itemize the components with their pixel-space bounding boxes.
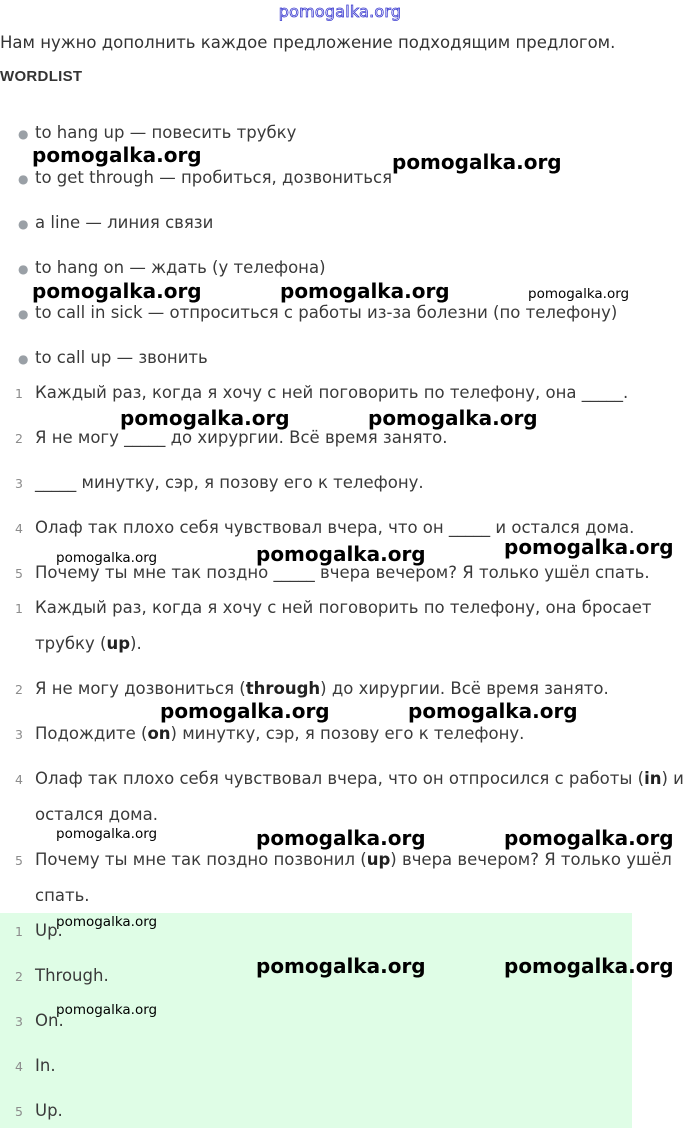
answer-text: In. (35, 1056, 56, 1075)
watermark: pomogalka.org (256, 954, 426, 978)
solution-text-line2: остался дома. (35, 805, 158, 824)
answer-text: On. (35, 1011, 64, 1030)
solution-text: Подождите ( (35, 724, 148, 743)
bullet-icon: ● (18, 172, 29, 186)
watermark: pomogalka.org (120, 406, 290, 430)
solution-number: 4 (15, 772, 23, 787)
answer-number: 3 (15, 1014, 23, 1029)
solution-answer: up (366, 850, 391, 869)
watermark: pomogalka.org (368, 406, 538, 430)
bullet-icon: ● (18, 127, 29, 141)
solution-number: 5 (15, 853, 23, 868)
task-number: 2 (15, 431, 23, 446)
watermark: pomogalka.org (504, 954, 674, 978)
answer-text: Up. (35, 921, 63, 940)
answer-number: 4 (15, 1059, 23, 1074)
watermark: pomogalka.org (504, 535, 674, 559)
watermark: pomogalka.org (32, 143, 202, 167)
wordlist-item: to get through — пробиться, дозвониться (35, 168, 392, 187)
solution-text: ). (130, 634, 142, 653)
solution-text: Олаф так плохо себя чувствовал вчера, что он отпросился с работы ( (35, 769, 645, 788)
bullet-icon: ● (18, 352, 29, 366)
bullet-icon: ● (18, 307, 29, 321)
solution-text-line1 (35, 724, 524, 743)
solution-number: 3 (15, 727, 23, 742)
solution-text-line2 (35, 634, 142, 653)
solution-answer: through (245, 679, 321, 698)
answer-number: 5 (15, 1104, 23, 1119)
watermark: pomogalka.org (32, 279, 202, 303)
wordlist-item: to call in sick — отпроситься с работы из-за болезни (по телефону) (35, 303, 618, 322)
watermark: pomogalka.org (56, 550, 158, 566)
solution-text-line1: Каждый раз, когда я хочу с ней поговорить по телефону, она бросает (35, 598, 652, 617)
watermark: pomogalka.org (408, 699, 578, 723)
bullet-icon: ● (18, 262, 29, 276)
task-text: Каждый раз, когда я хочу с ней поговорить по телефону, она _____. (35, 383, 629, 402)
watermark: pomogalka.org (528, 286, 630, 302)
watermark: pomogalka.org (504, 826, 674, 850)
solution-text: ) минутку, сэр, я позову его к телефону. (170, 724, 525, 743)
solution-text: трубку ( (35, 634, 107, 653)
solution-text-line1 (35, 769, 684, 788)
answer-number: 1 (15, 924, 23, 939)
answers-panel (0, 913, 632, 1128)
task-number: 4 (15, 521, 23, 536)
solution-answer: in (644, 769, 662, 788)
wordlist-title: WORDLIST (0, 68, 83, 85)
site-logo: pomogalka.org (278, 2, 402, 21)
watermark: pomogalka.org (160, 699, 330, 723)
solution-answer: on (147, 724, 171, 743)
wordlist-item: a line — линия связи (35, 213, 214, 232)
solution-text-line1 (35, 679, 609, 698)
solution-text: Я не могу дозвониться ( (35, 679, 246, 698)
task-text: Олаф так плохо себя чувствовал вчера, что он _____ и остался дома. (35, 518, 635, 537)
watermark: pomogalka.org (56, 914, 158, 930)
solution-text: ) вчера вечером? Я только ушёл (390, 850, 672, 869)
solution-answer: up (106, 634, 131, 653)
task-text: Я не могу _____ до хирургии. Всё время занято. (35, 428, 448, 447)
watermark: pomogalka.org (56, 826, 158, 842)
task-text: Почему ты мне так поздно _____ вчера вечером? Я только ушёл спать. (35, 563, 650, 582)
watermark: pomogalka.org (256, 826, 426, 850)
solution-text-line1 (35, 850, 672, 869)
wordlist-item: to hang up — повесить трубку (35, 123, 297, 142)
solution-text: ) и (661, 769, 684, 788)
task-number: 3 (15, 476, 23, 491)
answer-number: 2 (15, 969, 23, 984)
watermark: pomogalka.org (392, 150, 562, 174)
task-number: 5 (15, 566, 23, 581)
solution-text: Почему ты мне так поздно позвонил ( (35, 850, 367, 869)
intro-text: Нам нужно дополнить каждое предложение подходящим предлогом. (0, 33, 616, 52)
watermark: pomogalka.org (256, 542, 426, 566)
answer-text: Through. (35, 966, 109, 985)
wordlist-item: to call up — звонить (35, 348, 208, 367)
solution-number: 2 (15, 682, 23, 697)
wordlist-item: to hang on — ждать (у телефона) (35, 258, 326, 277)
task-text: _____ минутку, сэр, я позову его к телефону. (35, 473, 424, 492)
task-number: 1 (15, 386, 23, 401)
watermark: pomogalka.org (280, 279, 450, 303)
answer-text: Up. (35, 1101, 63, 1120)
watermark: pomogalka.org (56, 1002, 158, 1018)
bullet-icon: ● (18, 217, 29, 231)
solution-number: 1 (15, 601, 23, 616)
solution-text-line2: спать. (35, 886, 90, 905)
solution-text: ) до хирургии. Всё время занято. (320, 679, 609, 698)
